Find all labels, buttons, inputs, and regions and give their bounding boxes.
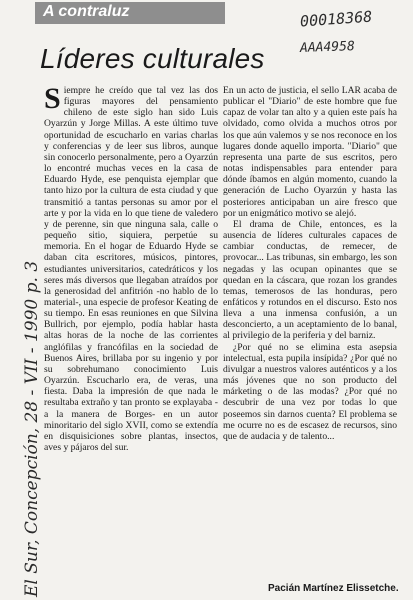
- handwritten-source-note: El Sur, Concepción, 28 - VII - 1990 p. 3: [22, 260, 42, 597]
- author-signature: Pacián Martínez Elissetche.: [268, 583, 399, 594]
- right-column: [223, 85, 397, 442]
- archive-reference-number: 00018368: [299, 7, 373, 31]
- left-column: [44, 82, 218, 453]
- archive-reference-code: AAA4958: [299, 39, 356, 56]
- article-title: Líderes culturales: [40, 43, 265, 74]
- section-label: A contraluz: [43, 3, 130, 20]
- right-paragraph-3: ¿Por qué no se elimina esta asepsia intelectual, esta pupila insípida? ¿Por qué no divulgar a nuestros valores auténticos y a los más jóvenes que no son producto del márketing o de las modas? ¿Por qué no descubrir de una vez por todas lo que poseemos sin darnos cuenta? El problema se me ocurre no es de escasez de recursos, sino que de audacia y de talento...: [223, 341, 397, 442]
- section-header: [35, 2, 225, 24]
- left-paragraph-1-text: iempre he creído que tal vez las dos figuras mayores del pensamiento chileno de este siglo han sido Luis Oyarzún y Jorge Millas. A este último tuve oportunidad de escucharlo en varias charlas y conferencias y de leer sus libros, aunque sin conocerlo personalmente, pero a Oyarzún lo encontré muchas veces en la casa de Eduardo Hyde, ese penquista ejemplar que tanto hizo por la cultura de esta ciudad y que transmitió a tantas personas su amor por el arte y por la vida en lo que tiene de valedero y de perenne, sin que ninguna sala, calle o pequeño sitio, siquiera, perpetúe su memoria. En el hogar de Eduardo Hyde se daban cita escritores, músicos, pintores, estudiantes universitarios, catedráticos y los seres más diversos que llegaban atraídos por la generosidad del anfitrión -no hablo de lo material-, una especie de profesor Keating de su tiempo. En esas reuniones en que Silvina Bullrich, por ejemplo, podía hablar hasta altas horas de la noche de las corrientes anglófilas y francófilas en la sociedad de Buenos Aires, brillaba por su ingenio y por su sobrehumano conocimiento Luis Oyarzún. Escucharlo era, de veras, una fiesta. Daba la impresión de que nada le resultaba extraño y tan pronto se explayaba -a la manera de Borges- en un autor minoritario del siglo XVII, como se extendía en disquisiciones sobre plantas, insectos, aves y pájaros del sur.: [44, 85, 218, 453]
- right-paragraph-1: En un acto de justicia, el sello LAR acaba de publicar el "Diario" de este hombre que fue capaz de volar tan alto y a quien este país ha olvidado, como olvida a muchos otros por los que aún valemos y se nos reconoce en los lugares donde aquello importa. "Diario" que representa una parte de sus escritos, pero notas indispensables para entender para dónde íbamos en algún momento, cuando la generación de Lucho Oyarzún y hasta las posteriores anticipaban un aire fresco que por un enigmático motivo se alejó.: [223, 85, 397, 219]
- left-paragraph-1: [44, 82, 218, 453]
- right-paragraph-2: El drama de Chile, entonces, es la ausencia de líderes culturales capaces de cambiar conductas, de remecer, de provocar... Las tribunas, sin embargo, les son negadas y las ocupan opinantes que se quedan en la cáscara, que rozan los grandes temas, temerosos de las honduras, pero enfáticos y rotundos en el discurso. Esto nos lleva a una inmensa confusión, a un desconcierto, a un aceptamiento de lo banal, al privilegio de la periferia y del barniz.: [223, 218, 397, 342]
- drop-cap: S: [44, 82, 61, 115]
